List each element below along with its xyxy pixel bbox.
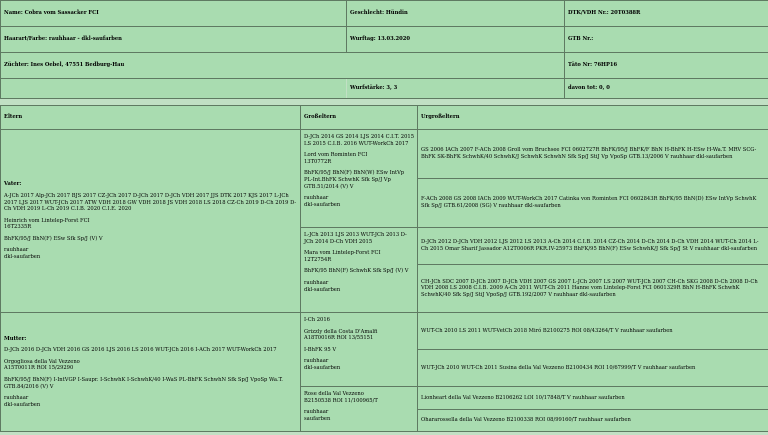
header-table [0,0,768,99]
gp-fm-titles: L-JCh 2013 LJS 2013 WUT-JCh 2013 D-JCh 2014 D-Ch VDH 2015 [304,232,407,245]
father-perf: BhFK/95/J BhN(F) ESw Sfk Sp/J (V) V [4,235,103,242]
mother-name: Orgogliosa della Val Vezzeno [4,358,80,365]
ggp-fmf: D-JCh 2012 D-JCh VDH 2012 LJS 2012 LS 2013 A-Ch 2014 C.I.B. 2014 CZ-Ch 2014 D-Ch 2014 D-Ch VDH 2014 WUT-Ch 2014 L-Ch 2015 Omar Sharif Jassador A12T0006R PKR.IV-25973 BhFK/95 BhN(F) ESw SchwhK/J Sfk Sp/J St V rauhhaar dkl-saufarben [418,228,768,265]
gp-ff-titles: D-JCh 2014 GS 2014 LJS 2014 C.I.T. 2015 LS 2015 C.I.B. 2016 WUT-WorkCh 2017 [304,134,414,147]
empty-cell [1,79,347,99]
gtb-number: GTB Nr.: [565,27,768,53]
mother-reg: A15T0011R ROI 15/29290 [4,365,74,372]
grandfather-ff [301,130,418,228]
dog-name: Name: Cobra vom Sassacker FCI [1,1,347,27]
ggp-mff: WUT-Ch 2010 LS 2011 WUT-VetCh 2018 Miró B2100275 ROI 08/43264/T V rauhhaar saufarben [418,313,768,350]
gp-mf-coat: rauhhaar [304,358,329,365]
gp-mf-perf: I-BhFK 95 V [304,346,337,353]
dog-sex: Geschlecht: Hündin [347,1,565,27]
pedigree-table [0,105,768,432]
mother-perf: BhFK/95/J BhN(F) I-IntVGP I-Saupr. I-SchwhK I-SchwhK/40 I-WaS PL-BhFK SchwhN Sfk Sp/J VpoSp Wa.T. GTB.84/2016 (V) V [4,377,283,390]
gp-mf-reg: A18T0016R ROI 13/55151 [304,335,374,342]
dead-count: davon tot: 0, 0 [565,79,768,99]
father-titles: A-JCh 2017 Alp-JCh 2017 BJS 2017 CZ-JCh 2017 D-JCh 2017 D-JCh VDH 2017 JJS DTK 2017 KJS 2017 L-JCh 2017 LJS 2017 WUT-JCh 2017 ATW VDH 2018 GW VDH 2018 JS VDH 2018 LS 2018 CZ-Ch 2019 D-Ch 2019 D-Ch VDH 2019 L-Ch 2019 C.I.B. 2020 C.I.E. 2020 [4,192,297,213]
breeder: Züchter: Ines Oebel, 47551 Bedburg-Hau [1,53,565,79]
dtk-number: DTK/VDH Nr.: 20T0388R [565,1,768,27]
mother-colour: dkl-saufarben [4,401,41,408]
gp-fm-colour: dkl-saufarben [304,286,341,293]
gp-ff-reg: 13T0772R [304,158,332,165]
gp-mf-name: Grizzly della Costa D'Amalfi [304,328,378,335]
litter-size: Wurfstärke: 3, 3 [347,79,565,99]
father-name: Heinrich vom Lintelер-Forst FCI [4,217,90,224]
ggp-fff: GS 2006 IACh 2007 F-ACh 2008 Groll vom Bruchsee FCI 06027​27R BhFK/95/J BhFK/F BhN H-BhFK H-ESw H-Wa.T. MRV SCG-BhFK SK-BhFK SchwhK/40 SchwhK/J SchwhK SchwhN Sfk Sp/J StiJ Vp VpoSp GTB.13/2006 V rauhhaar dkl-saufarben [418,130,768,179]
mother-coat: rauhhaar [4,395,29,402]
ggp-ffm: F-ACh 2008 GS 2008 IACh 2009 WUT-WorkCh 2017 Catinka von Rominten FCI 06028​43R BhFK/95 BhN(D) ESw IntVp SchwhK Sfk Sp/J GTB.61/2008 (SG) V rauhhaar dkl-saufarben [418,179,768,228]
gp-mm-colour: saufarben [304,415,331,422]
ggp-mmm: Ohararossella della Val Vezzeno B2100338 ROI 08/99160/T rauhhaar saufarben [418,410,768,432]
litter-date: Wurftag: 13.03.2020 [347,27,565,53]
col-greatgrandparents: Urgroßeltern [418,106,768,130]
father-cell [1,130,301,313]
gp-ff-perf: BhFK/95/J BhN(F) BhN(W) ESw IntVp PL-Int.BhFK SchwhK Sfk Sp/J Vp GTB.51/2014 (V) V [304,170,405,190]
gp-ff-coat: rauhhaar [304,195,329,202]
mother-titles: D-JCh 2016 D-JCh VDH 2016 GS 2016 LJS 2016 LS 2016 WUT-JCh 2016 I-ACh 2017 WUT-WorkCh 2017 [4,347,277,354]
gp-mf-colour: dkl-saufarben [304,364,341,371]
gp-mm-name: Rose della Val Vezzeno [304,391,364,397]
grandfather-mf [301,313,418,387]
ggp-mmf: Lionheart della Val Vezzeno B2106262 LOI 10/17848/T V rauhhaar saufarben [418,387,768,410]
tattoo-number: Täto Nr: 76HP16 [565,53,768,79]
gp-mm-reg: B2150538 ROI 11/100965/T [304,397,378,404]
grandmother-fm [301,228,418,313]
gp-ff-colour: dkl-saufarben [304,201,341,208]
gp-fm-reg: 12T2754R [304,256,332,263]
col-grandparents: Großeltern [301,106,418,130]
mother-cell [1,313,301,432]
gp-mm-coat: rauhhaar [304,409,329,416]
gp-ff-name: Lord vom Rominten FCI [304,152,368,159]
gp-fm-name: Mara vom Lintelер-Forst FCI [304,250,381,257]
father-coat: rauhhaar [4,247,29,254]
mother-label: Mutter: [4,335,27,342]
father-reg: 16T2335R [4,224,32,231]
grandmother-mm [301,387,418,432]
gp-fm-perf: BhFK/95 BhN(F) SchwhK Sfk Sp/J (V) V [304,268,409,275]
ggp-fmm: CH-JCh SDC 2007 D-JCh 2007 D-JCh VDH 2007 GS 2007 L-JCh 2007 LS 2007 WUT-JCh 2007 CH-Ch SKG 2008 D-Ch 2008 D-Ch VDH 2008 LS 2008 C.I.B. 2009 A-Ch 2011 WUT-Ch 2011 Hanne vom Lintelер-Forst FCI 06013​29R BhN H-BhFK SchwhK SchwhK/40 Sfk Sp/J StiJ VpoSp/J GTB.192/2007 V rauhhaar dkl-saufarben [418,265,768,313]
father-colour: dkl-saufarben [4,254,41,261]
gp-fm-coat: rauhhaar [304,279,329,286]
father-label: Vater: [4,181,22,188]
ggp-mfm: WUT-JCh 2010 WUT-Ch 2011 Susina della Val Vezzeno B2100434 ROI 10/67999/T V rauhhaar saufarben [418,350,768,387]
coat-color: Haarart/Farbe: rauhhaar - dkl-saufarben [1,27,347,53]
col-parents: Eltern [1,106,301,130]
gp-mf-titles: I-Ch 2016 [304,317,330,323]
